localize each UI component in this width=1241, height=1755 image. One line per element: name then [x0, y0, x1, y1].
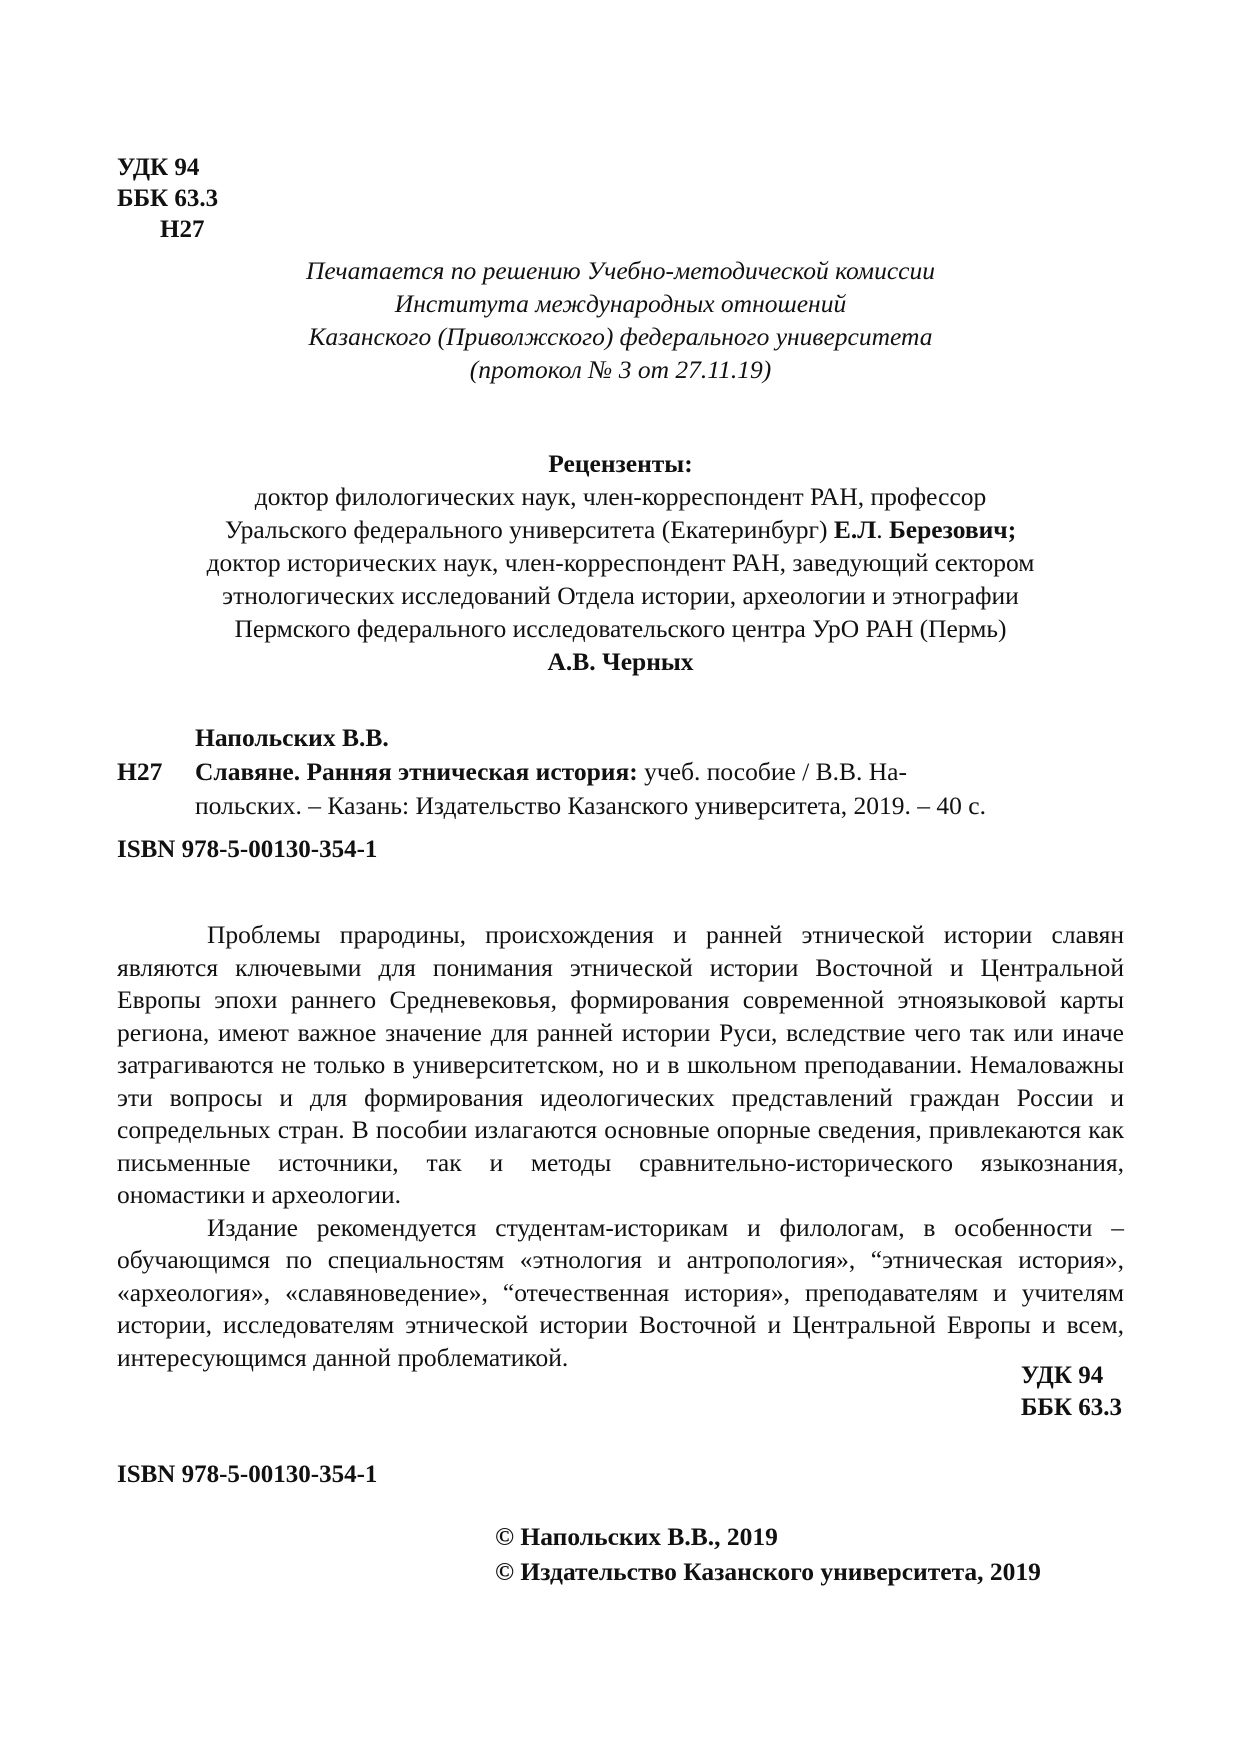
classification-codes-bottom — [1021, 1360, 1122, 1424]
copyright-publisher: © Издательство Казанского университета, 2019 — [495, 1557, 1041, 1586]
copyright-author: © Напольских В.В., 2019 — [495, 1522, 778, 1551]
reviewers-heading: Рецензенты: — [548, 449, 693, 478]
udk-code: УДК 94 — [117, 154, 200, 181]
annotation-paragraph: Издание рекомендуется студентам-историкам и филологам, в особенности – обучающимся по специальностям «этнология и антропология», “этническая история», «археология», «славяноведение», “отечественная история», преподавателям и учителям истории, исследователям этнической истории Восточной и Центральной Европы и всем, интересующимся данной проблематикой. — [117, 1212, 1124, 1372]
catalog-card — [117, 721, 1124, 823]
reviewer-name: А.В. Черных — [547, 647, 694, 676]
bbk-code-bottom: ББК 63.3 — [1020, 1394, 1122, 1421]
reviewer-name-dot: . — [876, 515, 883, 544]
isbn-bottom: ISBN 978-5-00130-354-1 — [117, 1461, 378, 1488]
annotation — [117, 919, 1124, 1374]
reviewer-name-surname: Березович; — [888, 515, 1017, 544]
reviewers-block — [117, 447, 1124, 678]
catalog-description-cont: польских. – Казань: Издательство Казанского университета, 2019. – 40 с. — [195, 791, 986, 820]
imprint-line: Печатается по решению Учебно-методической комиссии — [306, 256, 935, 285]
bbk-code: ББК 63.3 — [117, 185, 219, 212]
reviewer-line: доктор исторических наук, член-корреспондент РАН, заведующий сектором — [206, 548, 1035, 577]
catalog-code: Н27 — [117, 757, 163, 786]
reviewer-line — [117, 513, 1124, 546]
isbn-top: ISBN 978-5-00130-354-1 — [117, 836, 378, 863]
imprint-statement — [117, 254, 1124, 386]
catalog-title: Славяне. Ранняя этническая история: — [195, 757, 638, 786]
catalog-description: учеб. пособие / В.В. На- — [637, 757, 907, 786]
author-mark: Н27 — [160, 216, 205, 243]
imprint-line: Казанского (Приволжского) федерального университета — [308, 322, 933, 351]
catalog-author-row — [117, 721, 1124, 755]
reviewer-line: доктор филологических наук, член-корреспондент РАН, профессор — [254, 482, 987, 511]
copyright-block — [495, 1519, 1041, 1589]
annotation-paragraph: Проблемы прародины, происхождения и ранней этнической истории славян являются ключевыми для понимания этнической истории Восточной и Центральной Европы эпохи раннего Средневековья, формирования современной этноязыковой карты региона, имеют важное значение для ранней истории Руси, вследствие чего так или иначе затрагиваются не только в университетском, но и в школьном преподавании. Немаловажны эти вопросы и для формирования идеологических представлений граждан России и сопредельных стран. В пособии излагаются основные опорные сведения, привлекаются как письменные источники, так и методы сравнительно-исторического языкознания, ономастики и археологии. — [117, 920, 1124, 1209]
catalog-author: Напольских В.В. — [195, 723, 389, 752]
udk-code-bottom: УДК 94 — [1020, 1362, 1104, 1389]
reviewer-line: этнологических исследований Отдела истории, археологии и этнографии — [222, 581, 1019, 610]
catalog-title-row — [117, 755, 1124, 789]
reviewer-affiliation: Уральского федерального университета (Екатеринбург) — [224, 515, 828, 544]
reviewer-line: Пермского федерального исследовательского центра УрО РАН (Пермь) — [234, 614, 1007, 643]
imprint-line: Института международных отношений — [394, 289, 847, 318]
reviewer-name-initials: Е.Л — [833, 515, 877, 544]
catalog-description-row — [117, 789, 1124, 823]
classification-codes — [117, 152, 218, 245]
imprint-line: (протокол № 3 от 27.11.19) — [469, 355, 772, 384]
